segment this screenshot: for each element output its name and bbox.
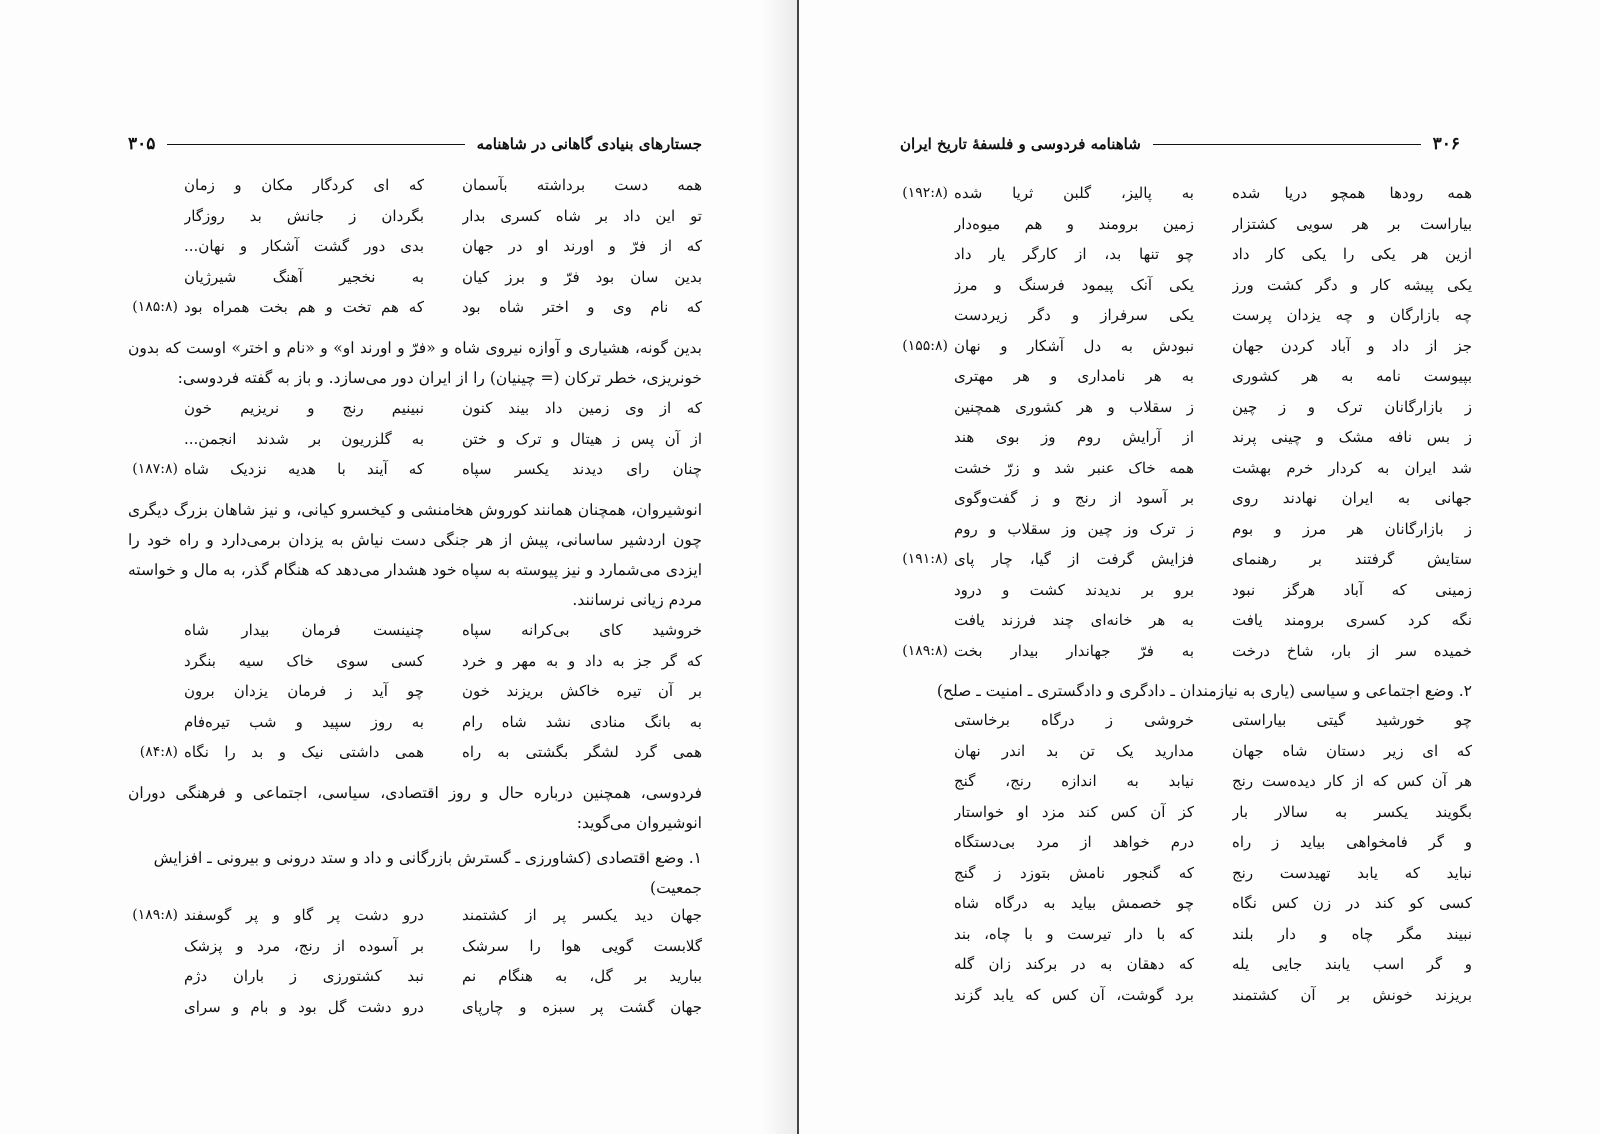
hemistich-first: زمینی که آباد هرگز نبود [1232,580,1472,599]
hemistich-first: جهانی به ایران نهادند روی [1232,489,1472,507]
hemistich-first: خمیده سر از بار، شاخ درخت [1232,641,1472,660]
hemistich-gap [424,615,462,646]
hemistich-second: درو دشت گل بود و بام و سرای [184,997,424,1016]
couplet [128,931,702,962]
hemistich-first: به بانگ منادی نشد شاه رام [462,712,702,731]
hemistich-second: برو بر ندیدند کشت و درود [954,580,1194,599]
couplet [128,992,702,1023]
couplet [900,331,1472,362]
hemistich-second: همه خاک عنبر شد و زرّ خشت [954,458,1194,477]
hemistich-gap [1194,949,1232,980]
couplet [900,766,1472,797]
hemistich-first: ز بازارگانان هر مرز و بوم [1232,519,1472,538]
hemistich-gap [1194,797,1232,828]
couplet [128,424,702,455]
couplet [128,393,702,424]
hemistich-first: جز از داد و آباد کردن جهان [1232,336,1472,355]
couplet [900,270,1472,301]
hemistich-first: نباید که یابد تهیدست رنج [1232,863,1472,882]
header-rule [167,144,464,145]
hemistich-second: نبد کشتورزی ز باران دژم [184,967,424,985]
hemistich-second: به هر نامداری و هر مهتری [954,367,1194,385]
hemistich-gap [424,737,462,768]
hemistich-first: چنان رای دیدند یکسر سپاه [462,460,702,478]
hemistich-gap [1194,178,1232,209]
hemistich-gap [1194,453,1232,484]
hemistich-first: ببارید بر گل، به هنگام نم [462,967,702,985]
couplet [128,292,702,323]
page-number: ۳۰۶ [1432,134,1460,154]
couplet [900,858,1472,889]
hemistich-gap [1194,980,1232,1011]
hemistich-second: بگردان ز جانش بد روزگار [184,206,424,225]
hemistich-gap [1194,705,1232,736]
page-header [900,131,1460,157]
hemistich-gap [1194,300,1232,331]
page-header [128,131,702,157]
verse-citation: (۸۴:۸) [139,744,178,760]
couplet [900,483,1472,514]
hemistich-gap [1194,239,1232,270]
hemistich-second: به نخجیر آهنگ شیرژیان [184,267,424,286]
hemistich-first: ازین هر یکی را یکی کار داد [1232,245,1472,263]
couplet [900,575,1472,606]
hemistich-second: که آیند با هدیه نزدیک شاه [184,460,424,478]
hemistich-second: از آرایش روم وز بوی هند [954,428,1194,446]
hemistich-second: یکی آنک پیمود فرسنگ و مرز [954,275,1194,294]
verse-citation: (۱۸۷:۸) [132,461,178,477]
hemistich-gap [424,292,462,323]
running-title: جستارهای بنیادی گاهانی در شاهنامه [476,135,702,153]
hemistich-gap [1194,575,1232,606]
page-number: ۳۰۵ [128,134,156,154]
verse-citation: (۱۸۹:۸) [902,642,948,659]
hemistich-first: تو این داد بر شاه کسری بدار [462,206,702,225]
hemistich-gap [424,646,462,677]
couplet [128,454,702,485]
hemistich-second: چو تنها بد، از کارگر یار داد [954,245,1194,263]
couplet [900,453,1472,484]
hemistich-gap [1194,736,1232,767]
hemistich-second: به گلزریون بر شدند انجمن... [184,429,424,448]
couplet [900,239,1472,270]
hemistich-second: برد گوشت، آن کس که یابد گزند [954,985,1194,1004]
hemistich-first: و گر فامخواهی بیاید ز راه [1232,833,1472,851]
hemistich-first: بگویند یکسر به سالار بار [1232,802,1472,821]
couplet [128,676,702,707]
section-heading: ۲. وضع اجتماعی و سیاسی (یاری به نیازمندان ـ دادگری و دادگستری ـ امنیت ـ صلح) [936,682,1472,700]
hemistich-gap [424,707,462,738]
hemistich-gap [424,201,462,232]
hemistich-first: کسی کو کند در زن کس نگاه [1232,894,1472,912]
couplet [900,209,1472,240]
hemistich-second: درم خواهد از مرد بی‌دستگاه [954,833,1194,851]
hemistich-gap [1194,483,1232,514]
hemistich-second: ز سقلاب و هر کشوری همچنین [954,397,1194,416]
hemistich-first: که از فرّ و اورند او در جهان [462,237,702,255]
hemistich-gap [424,676,462,707]
hemistich-gap [424,170,462,201]
hemistich-first: ستایش گرفتند بر رهنمای [1232,550,1472,568]
verse-citation: (۱۸۵:۸) [132,299,178,315]
header-rule [1153,144,1421,145]
hemistich-second: که هم تخت و هم بخت همراه بود [184,298,424,316]
hemistich-second: خروشی ز درگاه برخاستی [954,711,1194,729]
couplet [900,705,1472,736]
hemistich-first: بر آن تیره خاکش بریزند خون [462,682,702,700]
hemistich-first: که نام وی و اختر شاه بود [462,298,702,316]
hemistich-gap [1194,888,1232,919]
couplet [900,888,1472,919]
hemistich-first: خروشید کای بی‌کرانه سپاه [462,621,702,639]
hemistich-gap [1194,270,1232,301]
couplet [128,231,702,262]
hemistich-gap [1194,361,1232,392]
couplet [900,797,1472,828]
couplet [900,514,1472,545]
couplet [128,262,702,293]
verse-block [128,170,702,323]
hemistich-gap [1194,605,1232,636]
hemistich-first: چو خورشید گیتی بیاراستی [1232,711,1472,729]
hemistich-second: که دهقان به در برکند زان گله [954,955,1194,973]
hemistich-second: چو آید ز فرمان یزدان برون [184,682,424,700]
hemistich-second: کز آن کس کند مزد او خواستار [954,802,1194,821]
hemistich-first: جهان دید یکسر پر از کشتمند [462,906,702,924]
hemistich-first: همه دست برداشته بآسمان [462,176,702,194]
hemistich-gap [424,393,462,424]
hemistich-first: بپیوست نامه به هر کشوری [1232,367,1472,385]
hemistich-gap [1194,331,1232,362]
hemistich-gap [424,454,462,485]
hemistich-second: فزایش گرفت از گیا، چار پای [954,550,1194,568]
hemistich-first: بیاراست بر هر سویی کشتزار [1232,214,1472,233]
hemistich-gap [424,961,462,992]
hemistich-first: که از وی زمین داد بیند کنون [462,399,702,417]
hemistich-first: یکی پیشه کار و دگر کشت ورز [1232,275,1472,294]
hemistich-second: نبینیم رنج و نریزیم خون [184,399,424,417]
hemistich-first: همی گرد لشگر بگشتی به راه [462,743,702,761]
couplet [900,392,1472,423]
hemistich-gap [424,931,462,962]
hemistich-second: به هر خانه‌ای چند فرزند یافت [954,611,1194,629]
hemistich-second: زمین برومند و هم میوه‌دار [954,214,1194,233]
hemistich-first: جهان گشت پر سبزه و چارپای [462,997,702,1016]
couplet [128,961,702,992]
hemistich-second: بر آسود از رنج و ز گفت‌وگوی [954,489,1194,507]
hemistich-first: و گر اسب یابند جایی یله [1232,955,1472,973]
couplet [900,980,1472,1011]
couplet [900,300,1472,331]
couplet [900,949,1472,980]
hemistich-gap [424,992,462,1023]
couplet [128,646,702,677]
hemistich-second: به فرّ جهاندار بیدار بخت [954,641,1194,660]
couplet [900,361,1472,392]
verse-block [128,615,702,768]
verse-citation: (۱۸۹:۸) [132,907,178,923]
hemistich-gap [1194,514,1232,545]
hemistich-second: که با دار تیرست و با چاه، بند [954,924,1194,943]
paragraph: بدین گونه، هشیاری و آوازه نیروی شاه و «فرّ و اورند او» و «نام و اختر» اوست که بدون خونریزی، خطر ترکان (= چینیان) را از ایران دور می‌سازد. و باز به گفته فردوسی: [128,339,702,387]
hemistich-first: گلابست گویی هوا را سرشک [462,936,702,955]
hemistich-second: بر آسوده از رنج، مرد و پزشک [184,936,424,955]
hemistich-second: به روز سپید و شب تیره‌فام [184,712,424,731]
verse-citation: (۱۹۲:۸) [902,185,948,201]
hemistich-gap [1194,858,1232,889]
hemistich-first: نگه کرد کسری برومند یافت [1232,611,1472,629]
hemistich-second: ز ترک وز چین وز سقلاب و روم [954,519,1194,538]
couplet [128,201,702,232]
hemistich-gap [1194,636,1232,667]
section-heading: ۱. وضع اقتصادی (کشاورزی ـ گسترش بازرگانی و داد و ستد درونی و بیرونی ـ افزایش جمعیت) [153,849,702,897]
hemistich-gap [1194,392,1232,423]
paragraph: انوشیروان، همچنان همانند کوروش هخامنشی و کیخسرو کیانی، و نیز شاهان بزرگ دیگری چون اردشیر ساسانی، پیش از هر جنگی دست نیاش به یزدان برمی‌دارد و راه خود را ایزدی می‌شمارد و نیز پیوسته به سپاه خود هشدار می‌دهد که هنگام گذر، به مال و خواسته مردم زیانی نرسانند. [128,501,702,609]
hemistich-first: چه بازارگان و چه یزدان پرست [1232,306,1472,324]
hemistich-first: شد ایران به کردار خرم بهشت [1232,458,1472,477]
hemistich-gap [1194,209,1232,240]
hemistich-gap [424,424,462,455]
hemistich-second: نیابد به اندازه رنج، گنج [954,772,1194,790]
running-title: شاهنامه فردوسی و فلسفهٔ تاریخ ایران [900,135,1141,153]
hemistich-second: یکی سرفراز و دگر زیردست [954,306,1194,324]
hemistich-first: بریزند خونش بر آن کشتمند [1232,985,1472,1004]
hemistich-gap [1194,422,1232,453]
verse-block [128,900,702,1022]
hemistich-first: که ای زیر دستان شاه جهان [1232,741,1472,760]
couplet [900,605,1472,636]
couplet [128,900,702,931]
hemistich-second: چو خصمش بیاید به درگاه شاه [954,894,1194,912]
couplet [900,636,1472,667]
verse-block [900,178,1472,666]
hemistich-second: نبودش به دل آشکار و نهان [954,336,1194,355]
verse-block [128,393,702,485]
hemistich-gap [1194,544,1232,575]
hemistich-first: هر آن کس که از کار دیده‌ست رنج [1232,772,1472,790]
couplet [128,615,702,646]
hemistich-second: که گنجور نامش بتوزد ز گنج [954,863,1194,882]
hemistich-second: که ای کردگار مکان و زمان [184,176,424,194]
hemistich-gap [424,262,462,293]
couplet [900,422,1472,453]
couplet [128,737,702,768]
verse-citation: (۱۵۵:۸) [902,337,948,354]
hemistich-second: به پالیز، گلبن ثریا شده [954,184,1194,202]
hemistich-first: از آن پس ز هیتال و ترک و ختن [462,429,702,448]
hemistich-first: بدین سان بود فرّ و برز کیان [462,267,702,286]
couplet [128,707,702,738]
paragraph: فردوسی، همچنین درباره حال و روز اقتصادی، سیاسی، اجتماعی و فرهنگی دوران انوشیروان می‌گوید: [128,784,702,832]
hemistich-second: بدی دور گشت آشکار و نهان... [184,237,424,255]
hemistich-gap [1194,919,1232,950]
hemistich-first: نبیند مگر چاه و دار بلند [1232,924,1472,943]
couplet [900,919,1472,950]
hemistich-second: درو دشت پر گاو و پر گوسفند [184,906,424,924]
hemistich-second: چنینست فرمان بیدار شاه [184,621,424,639]
hemistich-gap [1194,827,1232,858]
couplet [900,736,1472,767]
verse-citation: (۱۹۱:۸) [902,551,948,567]
hemistich-gap [424,900,462,931]
hemistich-first: ز بازارگانان ترک و ز چین [1232,397,1472,416]
page-306 [800,0,1600,1134]
couplet [900,544,1472,575]
hemistich-second: همی داشتی نیک و بد را نگاه [184,743,424,761]
hemistich-second: کسی سوی خاک سیه بنگرد [184,651,424,670]
verse-block [900,705,1472,1010]
couplet [900,178,1472,209]
hemistich-gap [1194,766,1232,797]
hemistich-first: که گر جز به داد و به مهر و خرد [462,651,702,670]
couplet [900,827,1472,858]
hemistich-first: همه رودها همچو دریا شده [1232,184,1472,202]
hemistich-second: مدارید یک تن بد اندر نهان [954,741,1194,760]
hemistich-gap [424,231,462,262]
couplet [128,170,702,201]
hemistich-first: ز بس نافه مشک و چینی پرند [1232,428,1472,446]
